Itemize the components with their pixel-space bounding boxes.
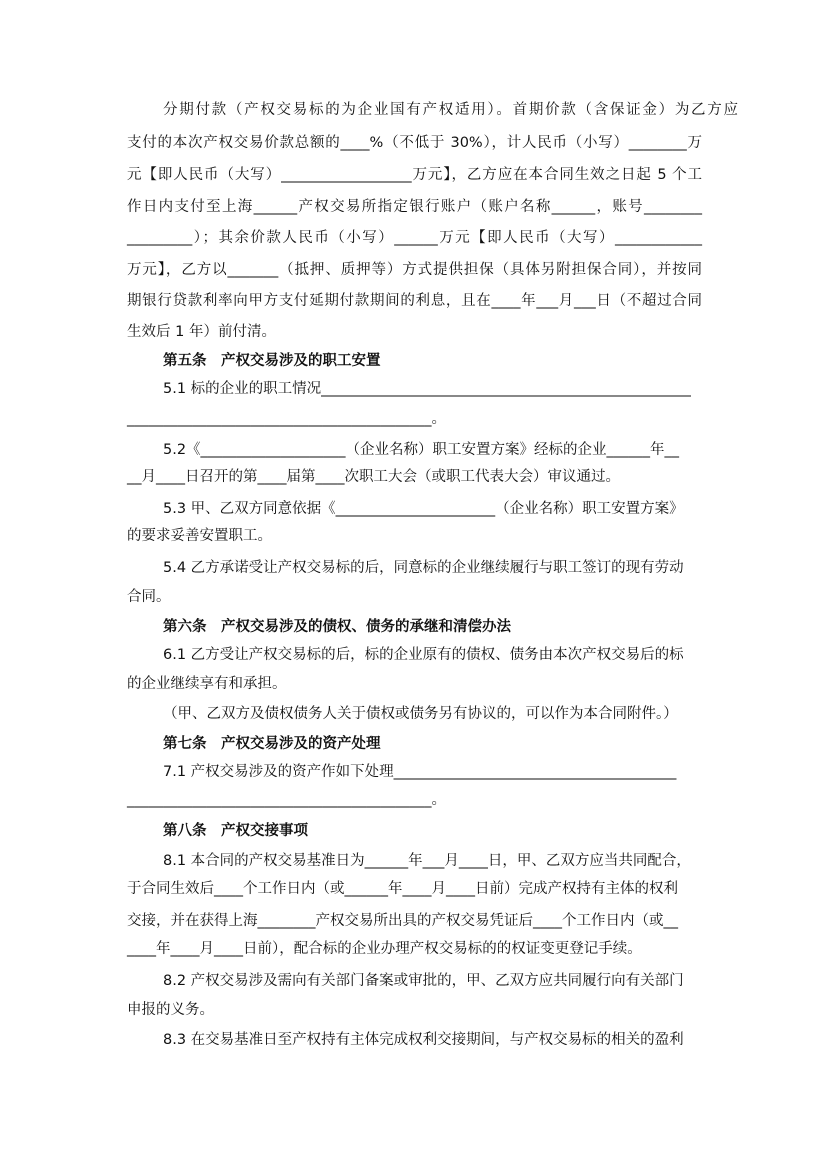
paragraph-line: __________________________________________。: [127, 411, 446, 427]
paragraph-line: 8.1 本合同的产权交易基准日为______年___月____日，甲、乙双方应当共同配合，: [163, 853, 691, 869]
paragraph-line: 7.1 产权交易涉及的资产作如下处理_______________________________________: [163, 764, 677, 780]
paragraph-line: __月____日召开的第____届第____次职工大会（或职工代表大会）审议通过。: [127, 469, 620, 485]
paragraph-line: _________）；其余价款人民币（小写）______万元【即人民币（大写）____________: [127, 230, 702, 246]
paragraph-line: 8.3 在交易基准日至产权持有主体完成权利交接期间，与产权交易标的相关的盈利: [163, 1032, 684, 1048]
section-heading-7: 第七条 产权交易涉及的资产处理: [163, 736, 381, 752]
paragraph-line: 8.2 产权交易涉及需向有关部门备案或审批的，甲、乙双方应共同履行向有关部门: [163, 973, 684, 989]
paragraph-line: 5.4 乙方承诺受让产权交易标的后，同意标的企业继续履行与职工签订的现有劳动: [163, 560, 684, 576]
paragraph-line: 合同。: [127, 589, 171, 605]
paragraph-line: 于合同生效后____个工作日内（或______年____月____日前）完成产权持有主体的权利: [127, 881, 678, 897]
paragraph-line: 期银行贷款利率向甲方支付延期付款期间的利息，且在____年___月___日（不超过合同: [127, 293, 702, 309]
paragraph-line: 的要求妥善安置职工。: [127, 528, 272, 544]
paragraph-line: 分期付款（产权交易标的为企业国有产权适用）。首期价款（含保证金）为乙方应: [163, 102, 738, 118]
paragraph-line: 5.1 标的企业的职工情况___________________________________________________: [163, 381, 691, 397]
paragraph-line: 5.3 甲、乙双方同意依据《______________________（企业名称）职工安置方案》: [163, 501, 684, 517]
paragraph-line: 万元】，乙方以_______（抵押、质押等）方式提供担保（具体另附担保合同），并按同: [127, 262, 702, 278]
paragraph-line: 的企业继续享有和承担。: [127, 676, 287, 692]
paragraph-line: ____年____月____日前），配合标的企业办理产权交易标的的权证变更登记手续。: [127, 941, 642, 957]
paragraph-line: 生效后 1 年）前付清。: [127, 324, 276, 340]
paragraph-line: 元【即人民币（大写）__________________万元】，乙方应在本合同生效之日起 5 个工: [127, 167, 702, 183]
paragraph-line: __________________________________________。: [127, 792, 446, 808]
paragraph-line: 申报的义务。: [127, 1002, 214, 1018]
paragraph-line: 作日内支付至上海______产权交易所指定银行账户（账户名称______，账号________: [127, 199, 702, 215]
section-heading-6: 第六条 产权交易涉及的债权、债务的承继和清偿办法: [163, 619, 511, 635]
paragraph-line: 支付的本次产权交易价款总额的____%（不低于 30%），计人民币（小写）________万: [127, 135, 702, 151]
paragraph-line: （甲、乙双方及债权债务人关于债权或债务另有协议的，可以作为本合同附件。）: [163, 706, 678, 722]
paragraph-line: 交接，并在获得上海________产权交易所出具的产权交易凭证后____个工作日内（或__: [127, 913, 678, 929]
section-heading-5: 第五条 产权交易涉及的职工安置: [163, 353, 381, 369]
paragraph-line: 5.2《____________________（企业名称）职工安置方案》经标的企业______年__: [163, 442, 680, 458]
section-heading-8: 第八条 产权交接事项: [163, 823, 308, 839]
paragraph-line: 6.1 乙方受让产权交易标的后，标的企业原有的债权、债务由本次产权交易后的标: [163, 647, 684, 663]
